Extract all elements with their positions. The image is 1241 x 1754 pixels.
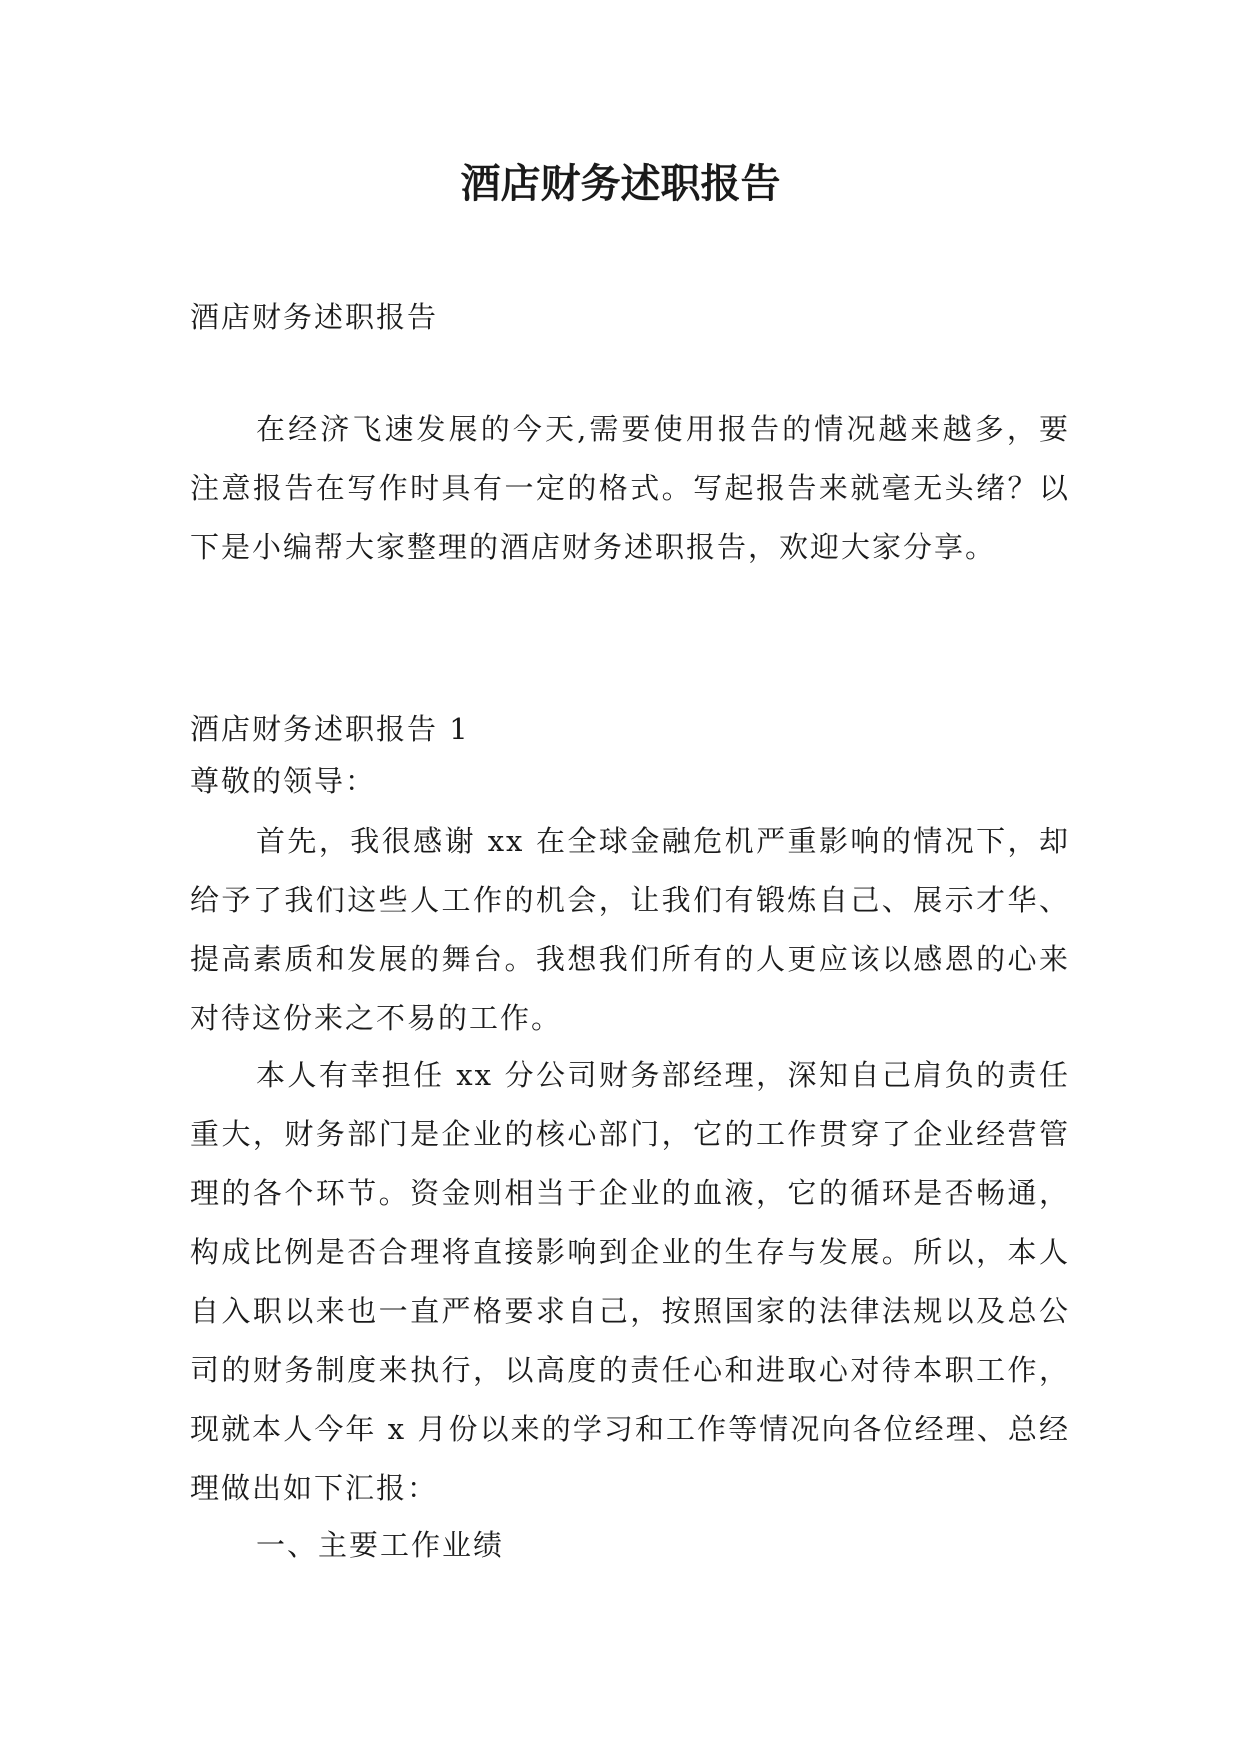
document-title: 酒店财务述职报告 — [460, 160, 781, 207]
section-title: 酒店财务述职报告 1 — [190, 712, 470, 746]
document-subtitle: 酒店财务述职报告 — [190, 300, 439, 334]
body-paragraph-1: 首先，我很感谢 xx 在全球金融危机严重影响的情况下，却给予了我们这些人工作的机会，让我们有锻炼自己、展示才华、提高素质和发展的舞台。我想我们所有的人更应该以感恩的心来对待这份来之不易的工作。 — [190, 824, 1070, 1035]
section-heading-1: 一、主要工作业绩 — [256, 1528, 505, 1562]
intro-paragraph: 在经济飞速发展的今天,需要使用报告的情况越来越多，要注意报告在写作时具有一定的格式。写起报告来就毫无头绪？以下是小编帮大家整理的酒店财务述职报告，欢迎大家分享。 — [190, 412, 1070, 564]
salutation: 尊敬的领导： — [190, 764, 377, 798]
body-paragraph-2: 本人有幸担任 xx 分公司财务部经理，深知自己肩负的责任重大，财务部门是企业的核心部门，它的工作贯穿了企业经营管理的各个环节。资金则相当于企业的血液，它的循环是否畅通，构成比例是否合理将直接影响到企业的生存与发展。所以，本人自入职以来也一直严格要求自己，按照国家的法律法规以及总公司的财务制度来执行，以高度的责任心和进取心对待本职工作，现就本人今年 x 月份以来的学习和工作等情况向各位经理、总经理做出如下汇报： — [190, 1058, 1070, 1505]
